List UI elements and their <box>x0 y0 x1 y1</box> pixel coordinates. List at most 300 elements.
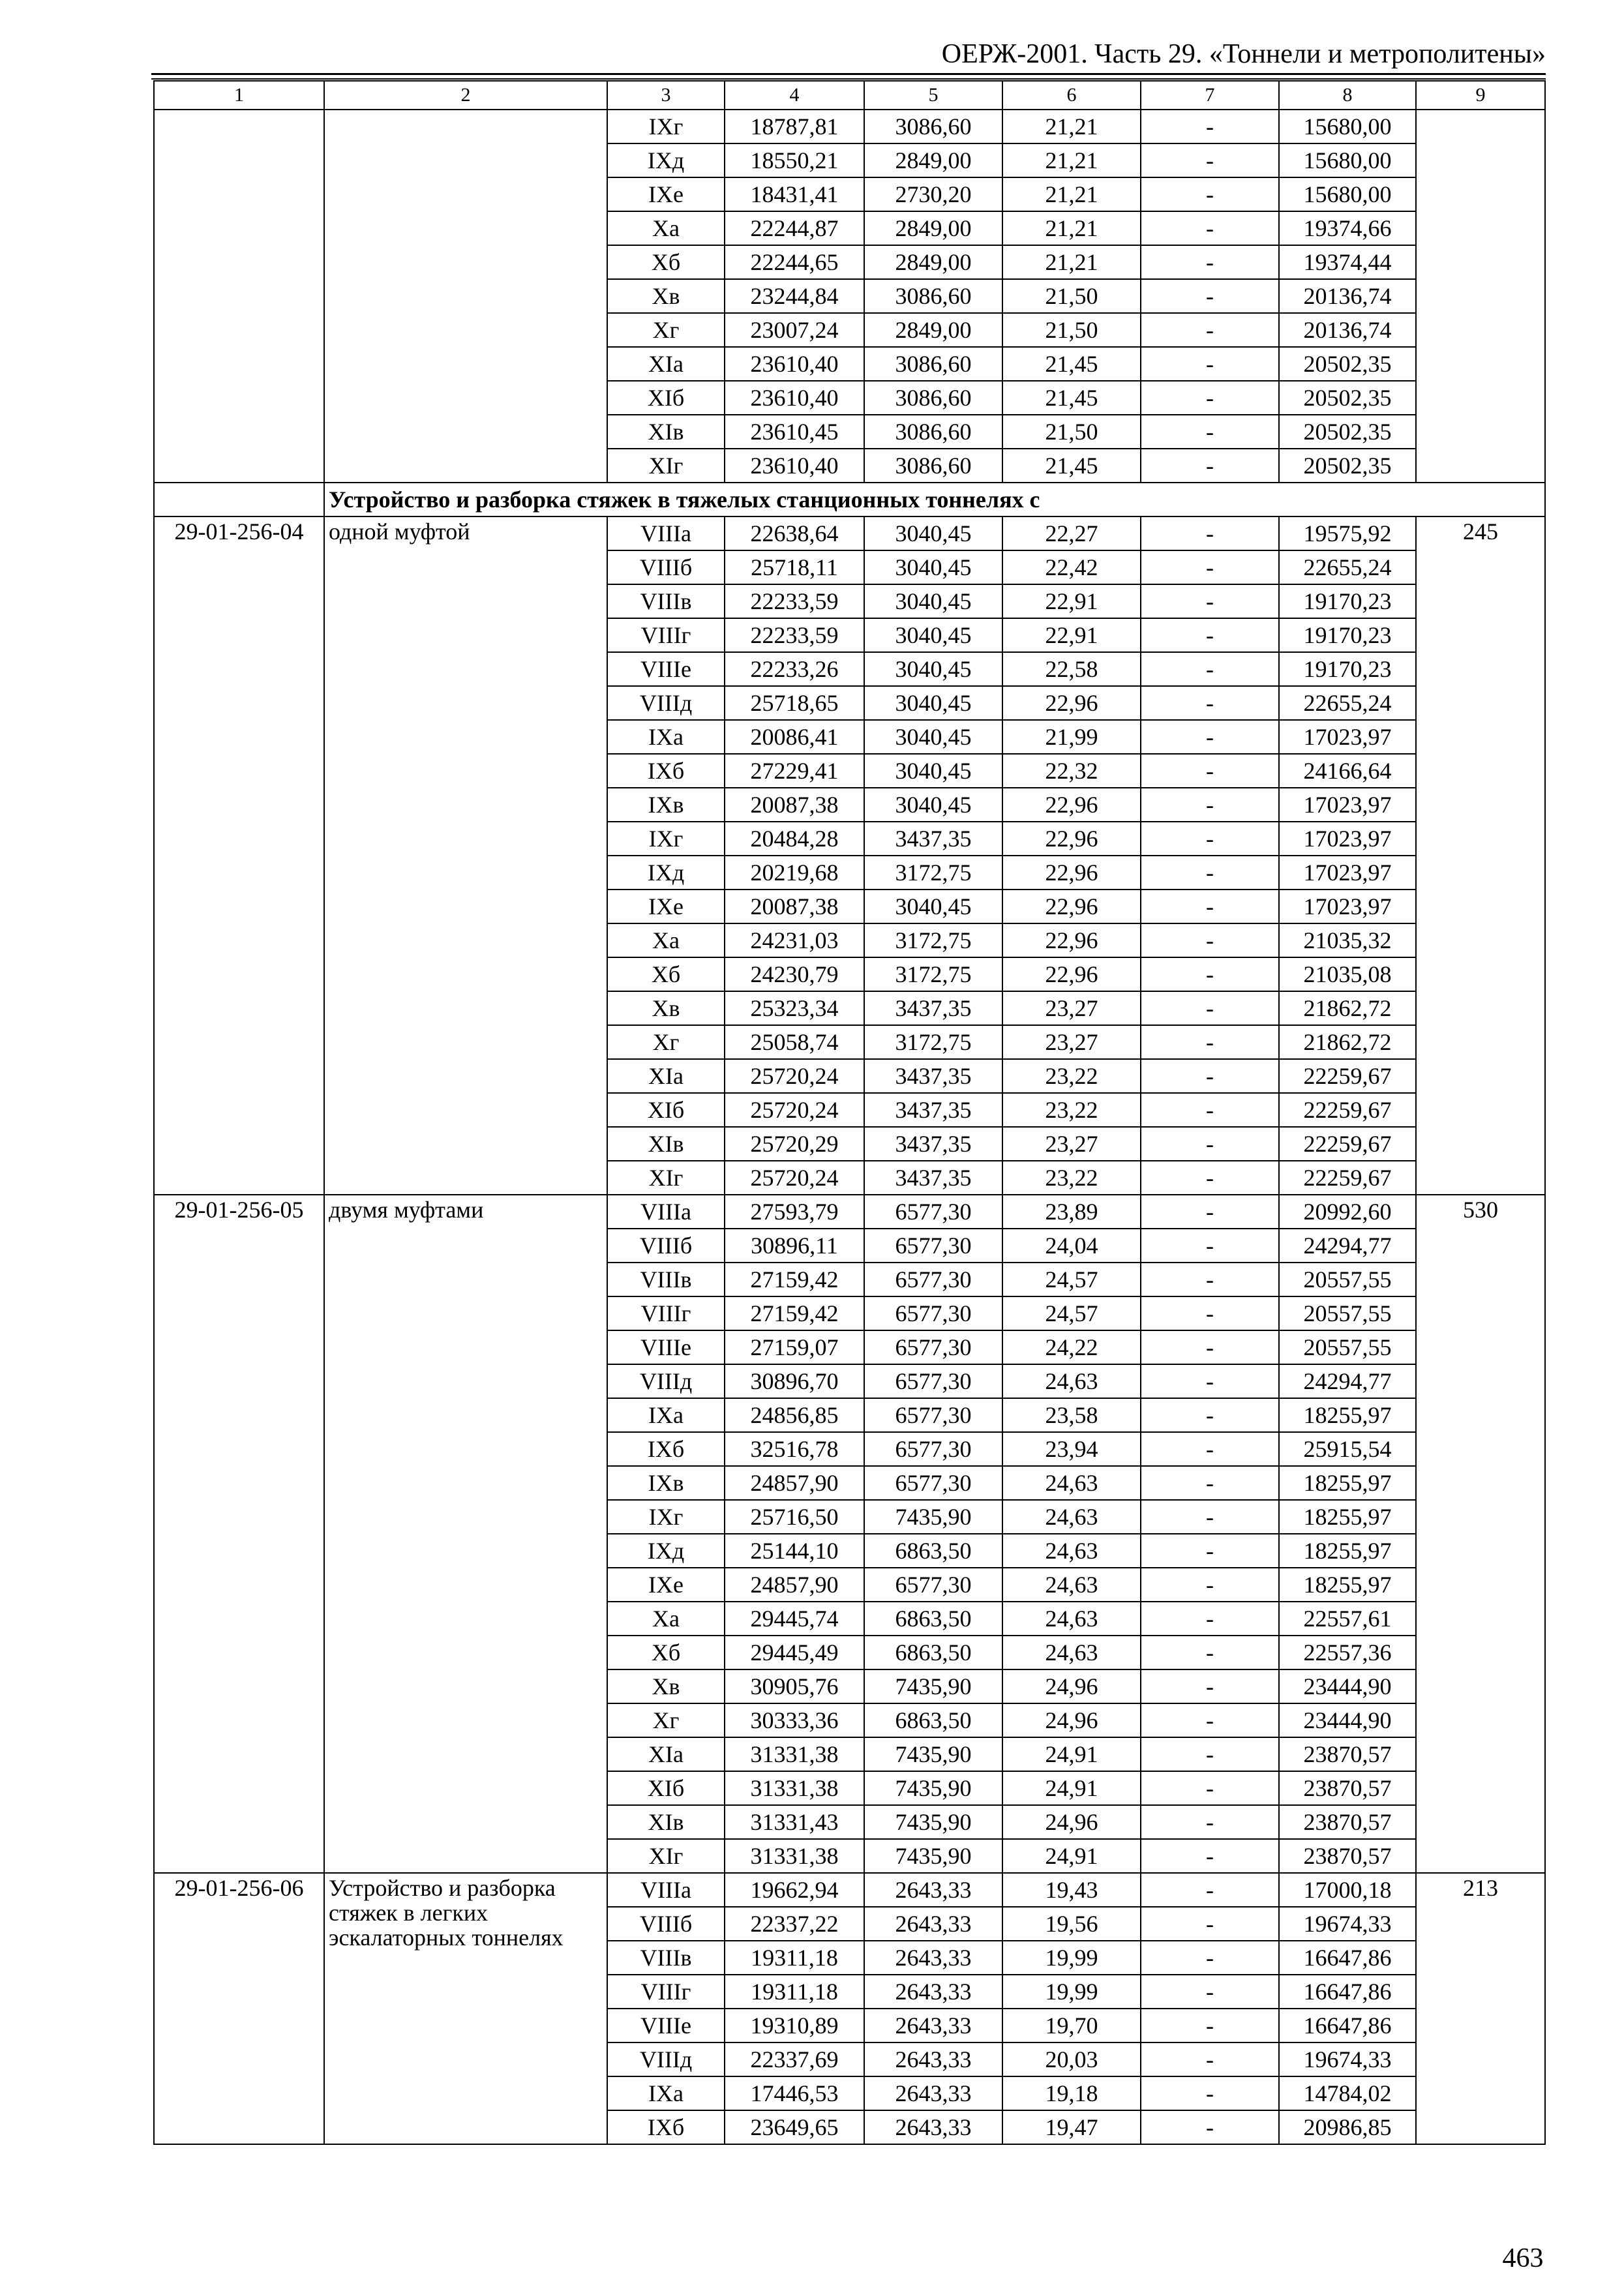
table-cell: - <box>1141 1229 1279 1263</box>
table-cell: - <box>1141 1364 1279 1398</box>
table-cell: 22,58 <box>1002 652 1141 686</box>
table-cell: 23870,57 <box>1279 1771 1416 1805</box>
column-number: 1 <box>154 81 324 110</box>
table-cell: 17023,97 <box>1279 822 1416 856</box>
table-cell: - <box>1141 584 1279 618</box>
table-cell: IXд <box>607 1534 725 1568</box>
table-cell: 24,63 <box>1002 1466 1141 1500</box>
table-cell: 21,50 <box>1002 415 1141 449</box>
table-cell: 21,21 <box>1002 110 1141 143</box>
table-cell: - <box>1141 1568 1279 1602</box>
table-cell: - <box>1141 1873 1279 1907</box>
table-cell: Xв <box>607 991 725 1025</box>
table-cell: 20,03 <box>1002 2042 1141 2076</box>
table-cell: 21035,08 <box>1279 957 1416 991</box>
table-cell: 23870,57 <box>1279 1805 1416 1839</box>
table-cell: IXв <box>607 788 725 822</box>
table-cell: 17446,53 <box>725 2076 864 2110</box>
column-number: 6 <box>1002 81 1141 110</box>
code-cell <box>154 110 324 483</box>
table-cell: 24,96 <box>1002 1805 1141 1839</box>
table-cell: 20557,55 <box>1279 1296 1416 1330</box>
table-cell: Xа <box>607 211 725 245</box>
table-cell: 19310,89 <box>725 2009 864 2042</box>
table-cell: 6577,30 <box>864 1330 1002 1364</box>
table-cell: 20502,35 <box>1279 449 1416 483</box>
table-cell: 20087,38 <box>725 788 864 822</box>
table-cell: - <box>1141 516 1279 550</box>
document-header: ОЕРЖ-2001. Часть 29. «Тоннели и метрополитены» <box>941 39 1546 69</box>
table-cell: 16647,86 <box>1279 1941 1416 1975</box>
rate-description: двумя муфтами <box>324 1195 607 1873</box>
table-cell: Xб <box>607 1636 725 1669</box>
section-title: Устройство и разборка стяжек в тяжелых станционных тоннелях с <box>324 483 1545 516</box>
table-cell: 24856,85 <box>725 1398 864 1432</box>
table-cell: 2730,20 <box>864 177 1002 211</box>
table-cell: 3086,60 <box>864 449 1002 483</box>
table-cell: 3172,75 <box>864 1025 1002 1059</box>
description-cell <box>324 110 607 483</box>
col9-value: 213 <box>1416 1873 1545 2144</box>
table-cell: 21862,72 <box>1279 1025 1416 1059</box>
col9-cell <box>1416 110 1545 483</box>
table-cell: VIIIб <box>607 550 725 584</box>
table-cell: 23444,90 <box>1279 1669 1416 1703</box>
table-cell: 22,27 <box>1002 516 1141 550</box>
table-cell: 22259,67 <box>1279 1161 1416 1195</box>
table-cell: - <box>1141 2110 1279 2144</box>
table-cell: 17000,18 <box>1279 1873 1416 1907</box>
table-cell: Xв <box>607 1669 725 1703</box>
table-cell: 22337,22 <box>725 1907 864 1941</box>
column-number: 9 <box>1416 81 1545 110</box>
table-cell: 19662,94 <box>725 1873 864 1907</box>
table-cell: 22557,36 <box>1279 1636 1416 1669</box>
column-number: 5 <box>864 81 1002 110</box>
table-cell: 25718,65 <box>725 686 864 720</box>
table-cell: IXе <box>607 1568 725 1602</box>
table-cell: 30333,36 <box>725 1703 864 1737</box>
table-cell: 31331,43 <box>725 1805 864 1839</box>
table-cell: VIIIб <box>607 1907 725 1941</box>
table-cell: 22337,69 <box>725 2042 864 2076</box>
table-cell: 19,56 <box>1002 1907 1141 1941</box>
table-cell: 19575,92 <box>1279 516 1416 550</box>
table-cell: 25720,24 <box>725 1093 864 1127</box>
table-cell: VIIIг <box>607 618 725 652</box>
table-cell: 24,63 <box>1002 1636 1141 1669</box>
table-cell: 19374,44 <box>1279 245 1416 279</box>
table-cell: - <box>1141 1093 1279 1127</box>
table-cell: 2643,33 <box>864 2076 1002 2110</box>
table-cell: - <box>1141 211 1279 245</box>
table-cell: 6577,30 <box>864 1432 1002 1466</box>
table-cell: IXг <box>607 822 725 856</box>
table-cell: 19170,23 <box>1279 652 1416 686</box>
table-cell: 18787,81 <box>725 110 864 143</box>
table-cell: 19374,66 <box>1279 211 1416 245</box>
table-row <box>154 1873 1545 1907</box>
table-cell: 20219,68 <box>725 856 864 890</box>
table-cell: - <box>1141 1330 1279 1364</box>
table-cell: 3040,45 <box>864 516 1002 550</box>
table-cell: 27159,42 <box>725 1296 864 1330</box>
table-cell: 22,96 <box>1002 890 1141 923</box>
table-cell: 27159,07 <box>725 1330 864 1364</box>
table-cell: 7435,90 <box>864 1737 1002 1771</box>
table-cell: 24231,03 <box>725 923 864 957</box>
table-cell: VIIIв <box>607 1941 725 1975</box>
table-cell: 2849,00 <box>864 143 1002 177</box>
table-cell: 24,96 <box>1002 1703 1141 1737</box>
table-cell: 23007,24 <box>725 313 864 347</box>
table-cell: 18550,21 <box>725 143 864 177</box>
table-cell: 2643,33 <box>864 2009 1002 2042</box>
table-cell: 2849,00 <box>864 211 1002 245</box>
table-cell: 18255,97 <box>1279 1534 1416 1568</box>
table-cell: 20502,35 <box>1279 381 1416 415</box>
table-cell: 22,91 <box>1002 618 1141 652</box>
table-cell: 23649,65 <box>725 2110 864 2144</box>
table-cell: 19,18 <box>1002 2076 1141 2110</box>
table-cell: 20087,38 <box>725 890 864 923</box>
table-cell: - <box>1141 1737 1279 1771</box>
table-cell: 3172,75 <box>864 923 1002 957</box>
table-cell: - <box>1141 1127 1279 1161</box>
table-cell: XIб <box>607 1093 725 1127</box>
table-cell: 20557,55 <box>1279 1263 1416 1296</box>
table-cell: - <box>1141 1636 1279 1669</box>
table-cell: 6863,50 <box>864 1636 1002 1669</box>
table-cell: - <box>1141 1839 1279 1873</box>
table-cell: 23444,90 <box>1279 1703 1416 1737</box>
column-number: 8 <box>1279 81 1416 110</box>
header-rule-thin <box>151 78 1546 80</box>
table-cell: - <box>1141 754 1279 788</box>
column-number: 2 <box>324 81 607 110</box>
table-cell: - <box>1141 143 1279 177</box>
table-cell: 22233,59 <box>725 584 864 618</box>
column-number-row <box>154 81 1545 110</box>
table-cell: 22,32 <box>1002 754 1141 788</box>
table-cell: 3437,35 <box>864 1161 1002 1195</box>
table-cell: VIIIд <box>607 1364 725 1398</box>
table-cell: 19,99 <box>1002 1941 1141 1975</box>
table-cell: 30896,11 <box>725 1229 864 1263</box>
col9-value: 245 <box>1416 516 1545 1195</box>
table-cell: 24,57 <box>1002 1296 1141 1330</box>
table-cell: - <box>1141 1907 1279 1941</box>
table-cell: 7435,90 <box>864 1805 1002 1839</box>
table-cell: - <box>1141 1059 1279 1093</box>
table-cell: 23610,40 <box>725 449 864 483</box>
table-cell: 2849,00 <box>864 313 1002 347</box>
table-cell: - <box>1141 381 1279 415</box>
table-cell: 6577,30 <box>864 1263 1002 1296</box>
table-cell: - <box>1141 618 1279 652</box>
table-cell: 6577,30 <box>864 1568 1002 1602</box>
table-cell: 20502,35 <box>1279 415 1416 449</box>
table-cell: 24,91 <box>1002 1771 1141 1805</box>
table-cell: 3040,45 <box>864 550 1002 584</box>
table-cell: - <box>1141 2042 1279 2076</box>
table-cell: 18255,97 <box>1279 1568 1416 1602</box>
table-cell: 23,27 <box>1002 991 1141 1025</box>
rate-code: 29-01-256-05 <box>154 1195 324 1873</box>
table-cell: 22655,24 <box>1279 686 1416 720</box>
table-cell: 24,63 <box>1002 1534 1141 1568</box>
table-cell: 3437,35 <box>864 1093 1002 1127</box>
table-cell: - <box>1141 1195 1279 1229</box>
table-cell: 24,22 <box>1002 1330 1141 1364</box>
table-cell: - <box>1141 1975 1279 2009</box>
table-cell: XIб <box>607 1771 725 1805</box>
table-cell: 20086,41 <box>725 720 864 754</box>
table-cell: 24294,77 <box>1279 1364 1416 1398</box>
table-cell: 24,63 <box>1002 1500 1141 1534</box>
table-cell: - <box>1141 313 1279 347</box>
table-cell: - <box>1141 2009 1279 2042</box>
table-cell: 22,96 <box>1002 923 1141 957</box>
table-cell: 21,45 <box>1002 347 1141 381</box>
table-cell: 29445,49 <box>725 1636 864 1669</box>
table-cell: 23,27 <box>1002 1127 1141 1161</box>
table-cell: 25718,11 <box>725 550 864 584</box>
table-cell: XIа <box>607 1059 725 1093</box>
table-cell: 2643,33 <box>864 1941 1002 1975</box>
table-cell: IXг <box>607 1500 725 1534</box>
table-cell: IXв <box>607 1466 725 1500</box>
table-cell: - <box>1141 923 1279 957</box>
table-cell: IXг <box>607 110 725 143</box>
table-cell: 6577,30 <box>864 1398 1002 1432</box>
table-cell: 23,58 <box>1002 1398 1141 1432</box>
table-cell: 21,21 <box>1002 211 1141 245</box>
table-cell: 25716,50 <box>725 1500 864 1534</box>
table-cell: 25058,74 <box>725 1025 864 1059</box>
table-cell: 15680,00 <box>1279 177 1416 211</box>
table-cell: VIIIд <box>607 686 725 720</box>
table-cell: 17023,97 <box>1279 890 1416 923</box>
table-cell: XIа <box>607 347 725 381</box>
table-cell: 25144,10 <box>725 1534 864 1568</box>
table-cell: - <box>1141 957 1279 991</box>
table-cell: 32516,78 <box>725 1432 864 1466</box>
table-cell: 24,04 <box>1002 1229 1141 1263</box>
table-row <box>154 110 1545 143</box>
table-cell: - <box>1141 1941 1279 1975</box>
table-cell: 6577,30 <box>864 1364 1002 1398</box>
table-cell: - <box>1141 686 1279 720</box>
table-cell: - <box>1141 1669 1279 1703</box>
table-cell: 19311,18 <box>725 1975 864 2009</box>
table-cell: 3040,45 <box>864 584 1002 618</box>
table-cell: IXа <box>607 1398 725 1432</box>
table-cell: 2643,33 <box>864 1907 1002 1941</box>
table-cell: 23870,57 <box>1279 1839 1416 1873</box>
table-cell: 6577,30 <box>864 1466 1002 1500</box>
column-number: 3 <box>607 81 725 110</box>
table-cell: 23,22 <box>1002 1093 1141 1127</box>
table-cell: 3086,60 <box>864 381 1002 415</box>
table-cell: XIг <box>607 1839 725 1873</box>
table-cell: 23,27 <box>1002 1025 1141 1059</box>
table-cell: 3040,45 <box>864 618 1002 652</box>
table-cell: 31331,38 <box>725 1737 864 1771</box>
table-cell: 16647,86 <box>1279 1975 1416 2009</box>
table-cell: VIIIг <box>607 1975 725 2009</box>
table-cell: 19170,23 <box>1279 584 1416 618</box>
table-cell: 7435,90 <box>864 1669 1002 1703</box>
table-cell: VIIIе <box>607 2009 725 2042</box>
table-cell: 23610,40 <box>725 347 864 381</box>
table-cell: 3172,75 <box>864 957 1002 991</box>
table-cell: VIIIв <box>607 584 725 618</box>
table-cell: 19674,33 <box>1279 2042 1416 2076</box>
table-cell: VIIIа <box>607 1873 725 1907</box>
page-number: 463 <box>1502 2243 1544 2273</box>
table-cell: IXб <box>607 1432 725 1466</box>
table-cell: Xг <box>607 313 725 347</box>
table-cell: 3437,35 <box>864 822 1002 856</box>
table-cell: 18255,97 <box>1279 1500 1416 1534</box>
table-cell: - <box>1141 652 1279 686</box>
table-cell: VIIIг <box>607 1296 725 1330</box>
section-code-cell <box>154 483 324 516</box>
table-cell: 6577,30 <box>864 1296 1002 1330</box>
table-cell: 3437,35 <box>864 991 1002 1025</box>
table-cell: 24166,64 <box>1279 754 1416 788</box>
table-cell: Xа <box>607 1602 725 1636</box>
table-cell: 22,96 <box>1002 686 1141 720</box>
rates-table <box>153 80 1546 2145</box>
table-cell: 25720,29 <box>725 1127 864 1161</box>
col9-value: 530 <box>1416 1195 1545 1873</box>
table-cell: - <box>1141 279 1279 313</box>
table-row <box>154 516 1545 550</box>
table-cell: 30905,76 <box>725 1669 864 1703</box>
table-cell: - <box>1141 788 1279 822</box>
table-cell: XIв <box>607 1805 725 1839</box>
table-cell: 21,21 <box>1002 143 1141 177</box>
table-cell: 31331,38 <box>725 1771 864 1805</box>
table-cell: 6863,50 <box>864 1602 1002 1636</box>
table-cell: XIг <box>607 1161 725 1195</box>
table-cell: 3040,45 <box>864 890 1002 923</box>
section-row <box>154 483 1545 516</box>
table-cell: 22244,65 <box>725 245 864 279</box>
table-cell: XIв <box>607 1127 725 1161</box>
table-cell: 21,50 <box>1002 279 1141 313</box>
table-cell: - <box>1141 550 1279 584</box>
table-cell: 23,22 <box>1002 1059 1141 1093</box>
table-cell: 25323,34 <box>725 991 864 1025</box>
table-cell: - <box>1141 720 1279 754</box>
table-cell: - <box>1141 1534 1279 1568</box>
table-cell: 3086,60 <box>864 347 1002 381</box>
table-cell: IXе <box>607 177 725 211</box>
table-cell: Xг <box>607 1703 725 1737</box>
table-cell: VIIIб <box>607 1229 725 1263</box>
table-cell: 24294,77 <box>1279 1229 1416 1263</box>
table-cell: 20992,60 <box>1279 1195 1416 1229</box>
table-cell: 27593,79 <box>725 1195 864 1229</box>
table-cell: 19,47 <box>1002 2110 1141 2144</box>
table-cell: 6863,50 <box>864 1534 1002 1568</box>
table-cell: 21,45 <box>1002 381 1141 415</box>
table-cell: 17023,97 <box>1279 788 1416 822</box>
table-cell: IXб <box>607 754 725 788</box>
table-cell: XIг <box>607 449 725 483</box>
table-cell: - <box>1141 1602 1279 1636</box>
table-cell: 24,91 <box>1002 1737 1141 1771</box>
table-cell: 22259,67 <box>1279 1093 1416 1127</box>
table-cell: Xг <box>607 1025 725 1059</box>
table-cell: IXд <box>607 143 725 177</box>
table-cell: 22244,87 <box>725 211 864 245</box>
table-cell: IXд <box>607 856 725 890</box>
table-cell: - <box>1141 1296 1279 1330</box>
table-cell: 7435,90 <box>864 1771 1002 1805</box>
table-cell: - <box>1141 822 1279 856</box>
table-cell: 20136,74 <box>1279 313 1416 347</box>
table-cell: 25720,24 <box>725 1161 864 1195</box>
table-cell: 15680,00 <box>1279 143 1416 177</box>
table-cell: - <box>1141 1263 1279 1296</box>
table-cell: IXа <box>607 2076 725 2110</box>
table-cell: 15680,00 <box>1279 110 1416 143</box>
table-cell: 30896,70 <box>725 1364 864 1398</box>
table-cell: VIIIе <box>607 1330 725 1364</box>
table-cell: 19,70 <box>1002 2009 1141 2042</box>
table-cell: 3086,60 <box>864 415 1002 449</box>
table-cell: 31331,38 <box>725 1839 864 1873</box>
table-cell: 20502,35 <box>1279 347 1416 381</box>
table-cell: - <box>1141 1432 1279 1466</box>
table-cell: - <box>1141 415 1279 449</box>
table-cell: - <box>1141 347 1279 381</box>
table-cell: 22655,24 <box>1279 550 1416 584</box>
table-cell: 21862,72 <box>1279 991 1416 1025</box>
table-cell: 24,57 <box>1002 1263 1141 1296</box>
table-cell: 18255,97 <box>1279 1398 1416 1432</box>
table-cell: 25915,54 <box>1279 1432 1416 1466</box>
header-rule <box>151 73 1546 75</box>
column-number: 4 <box>725 81 864 110</box>
table-cell: - <box>1141 890 1279 923</box>
table-cell: 24857,90 <box>725 1466 864 1500</box>
table-cell: - <box>1141 245 1279 279</box>
table-cell: 7435,90 <box>864 1500 1002 1534</box>
table-cell: 22259,67 <box>1279 1127 1416 1161</box>
table-cell: 22557,61 <box>1279 1602 1416 1636</box>
table-cell: 22,96 <box>1002 788 1141 822</box>
table-cell: 24,96 <box>1002 1669 1141 1703</box>
table-cell: 22,96 <box>1002 856 1141 890</box>
table-cell: 23,94 <box>1002 1432 1141 1466</box>
table-cell: IXе <box>607 890 725 923</box>
table-cell: 22,96 <box>1002 822 1141 856</box>
table-cell: 20557,55 <box>1279 1330 1416 1364</box>
table-cell: 24230,79 <box>725 957 864 991</box>
table-cell: - <box>1141 1805 1279 1839</box>
column-number: 7 <box>1141 81 1279 110</box>
table-cell: VIIIе <box>607 652 725 686</box>
table-cell: 6577,30 <box>864 1229 1002 1263</box>
table-cell: 20986,85 <box>1279 2110 1416 2144</box>
table-cell: 6577,30 <box>864 1195 1002 1229</box>
table-cell: 3040,45 <box>864 788 1002 822</box>
